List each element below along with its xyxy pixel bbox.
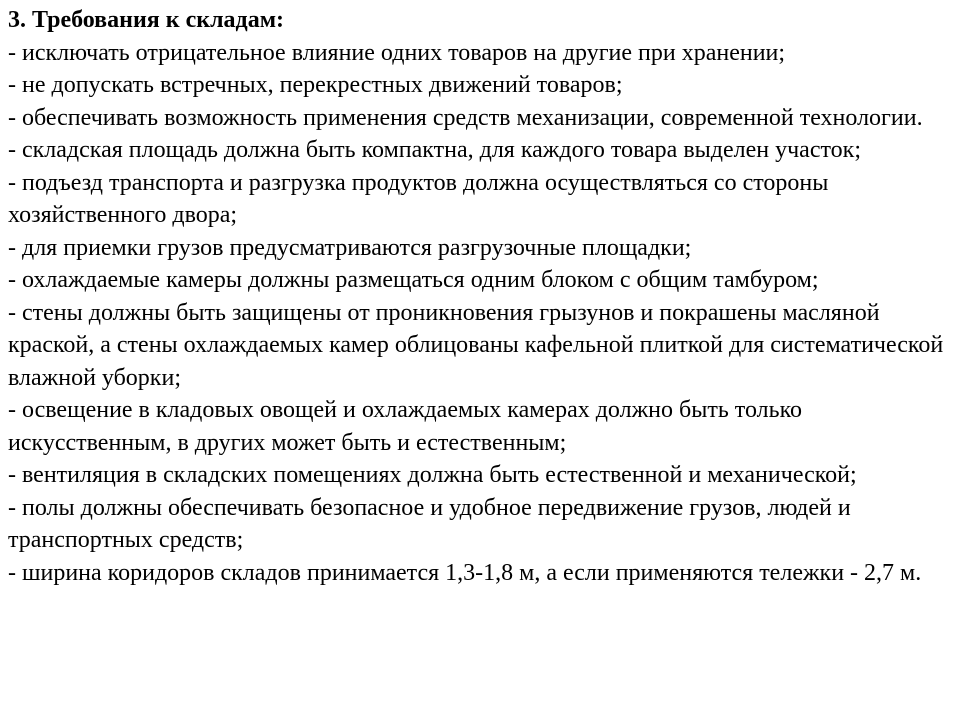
requirement-item: - подъезд транспорта и разгрузка продуктов должна осуществляться со стороны хозяйственного двора; (8, 169, 829, 228)
requirement-item: - обеспечивать возможность применения средств механизации, современной технологии. (8, 104, 923, 131)
requirement-item: - вентиляция в складских помещениях должна быть естественной и механической; (8, 462, 857, 488)
requirement-item: - охлаждаемые камеры должны размещаться одним блоком с общим тамбуром; (8, 267, 819, 293)
requirement-item: - не допускать встречных, перекрестных движений товаров; (8, 72, 623, 98)
requirement-item: - складская площадь должна быть компактна, для каждого товара выделен участок; (8, 137, 861, 163)
requirement-item: - исключать отрицательное влияние одних товаров на другие при хранении; (8, 39, 786, 66)
requirement-item: - ширина коридоров складов принимается 1,3-1,8 м, а если применяются тележки - 2,7 м. (8, 559, 922, 586)
requirement-item: - стены должны быть защищены от проникновения грызунов и покрашены масляной краской, а стены охлаждаемых камер облицованы кафельной плиткой для систематической влажной уборки; (8, 299, 944, 391)
requirements-text (8, 4, 952, 589)
requirement-item: - для приемки грузов предусматриваются разгрузочные площадки; (8, 234, 692, 261)
section-heading: 3. Требования к складам: (8, 7, 285, 33)
requirement-item: - полы должны обеспечивать безопасное и удобное передвижение грузов, людей и транспортных средств; (8, 494, 851, 553)
requirement-item: - освещение в кладовых овощей и охлаждаемых камерах должно быть только искусственным, в других может быть и естественным; (8, 397, 803, 456)
